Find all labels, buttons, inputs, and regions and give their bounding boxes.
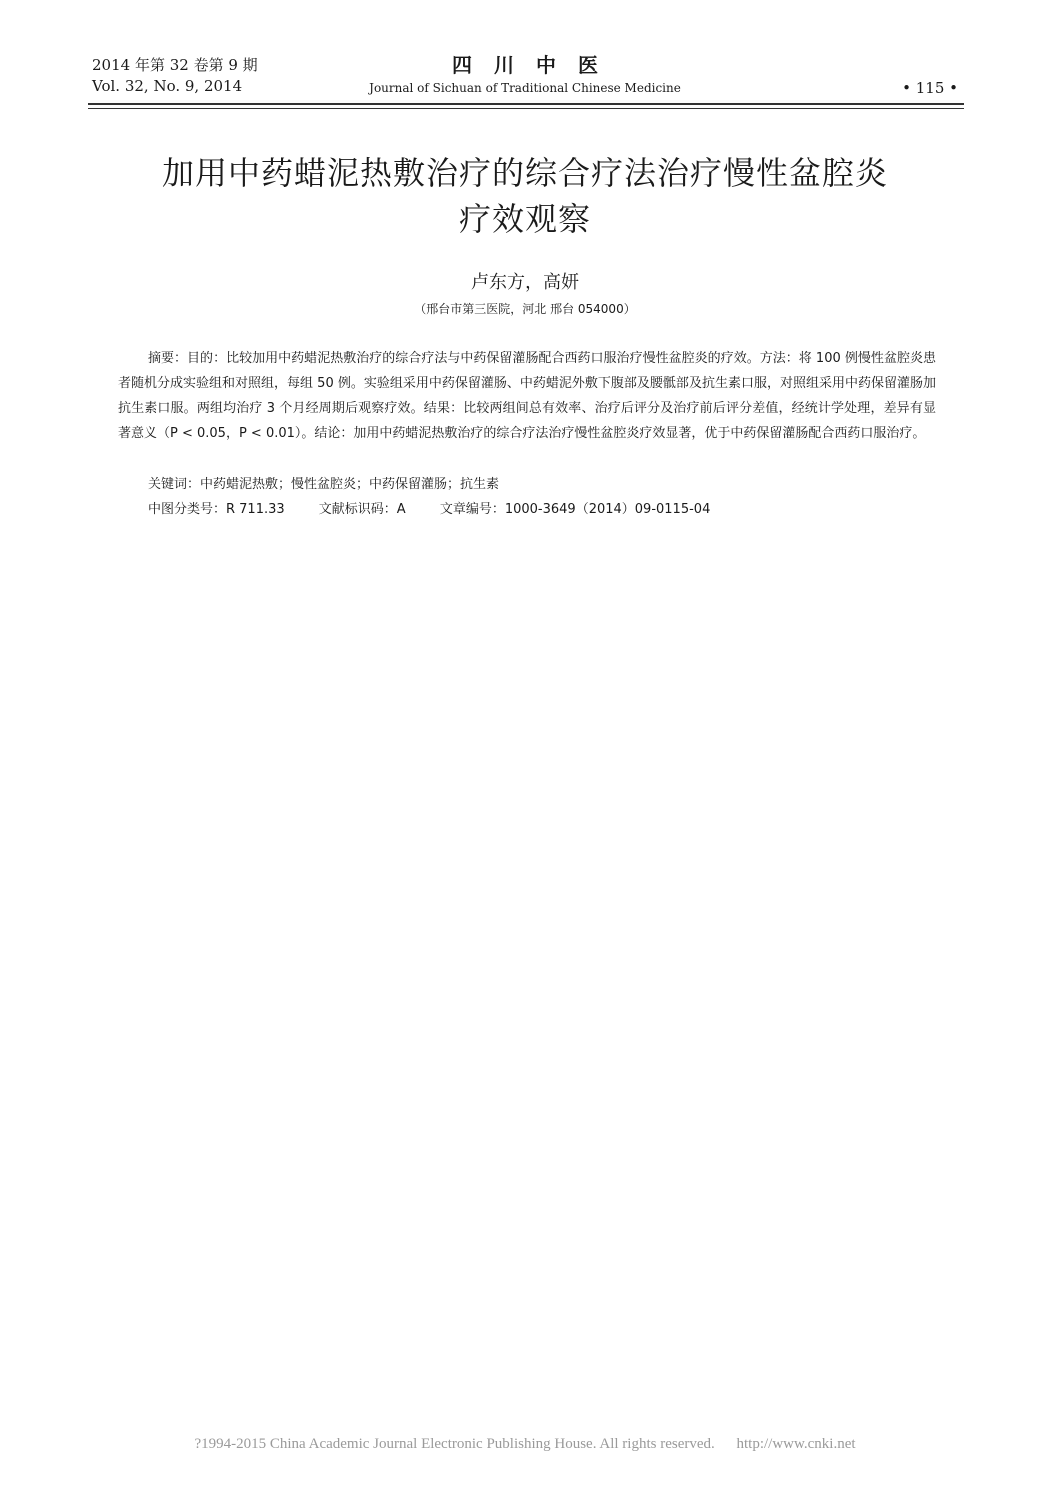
article-title: [60, 150, 990, 242]
copyright-footer: [0, 1436, 1050, 1453]
journal-name-cn: 四川中医: [452, 53, 620, 77]
journal-header: [0, 52, 1050, 97]
affiliation: （邢台市第三医院，河北 邢台 054000）: [414, 302, 636, 316]
classification-line: [148, 498, 740, 517]
footer-url[interactable]: http://www.cnki.net: [736, 1436, 856, 1452]
keywords: 关键词：中药蜡泥热敷；慢性盆腔炎；中药保留灌肠；抗生素: [148, 477, 500, 492]
copyright-text: ?1994-2015 China Academic Journal Electronic Publishing House. All rights reserved.: [194, 1436, 715, 1452]
article-number: 文章编号：1000-3649（2014）09-0115-04: [439, 502, 711, 517]
abstract-text: 摘要：目的：比较加用中药蜡泥热敷治疗的综合疗法与中药保留灌肠配合西药口服治疗慢性盆腔炎的疗效。方法：将 100 例慢性盆腔炎患者随机分成实验组和对照组，每组 50 例。实验组采用中药保留灌肠、中药蜡泥外敷下腹部及腰骶部及抗生素口服，对照组采用中药保留灌肠加抗生素口服。两组均治疗 3 个月经周期后观察疗效。结果：比较两组间总有效率、治疗后评分及治疗前后评分差值，经统计学处理，差异有显著意义（P < 0.05，P < 0.01）。结论：加用中药蜡泥热敷治疗的综合疗法治疗慢性盆腔炎疗效显著，优于中药保留灌肠配合西药口服治疗。: [118, 351, 936, 441]
header-rule-thick: [88, 103, 964, 105]
document-code: 文献标识码：A: [318, 502, 406, 517]
title-line-2: 疗效观察: [458, 200, 591, 238]
issue-cn: 2014 年第 32 卷第 9 期: [92, 56, 258, 74]
clc-number: 中图分类号：R 711.33: [148, 502, 285, 517]
page-number: • 115 •: [902, 79, 958, 97]
abstract: [118, 346, 936, 446]
issue-en: Vol. 32, No. 9, 2014: [92, 77, 243, 95]
header-rule-thin: [88, 108, 964, 109]
journal-name-en: Journal of Sichuan of Traditional Chinese Medicine: [369, 81, 681, 95]
title-line-1: 加用中药蜡泥热敷治疗的综合疗法治疗慢性盆腔炎: [161, 154, 888, 192]
authors: 卢东方，高妍: [471, 272, 579, 293]
